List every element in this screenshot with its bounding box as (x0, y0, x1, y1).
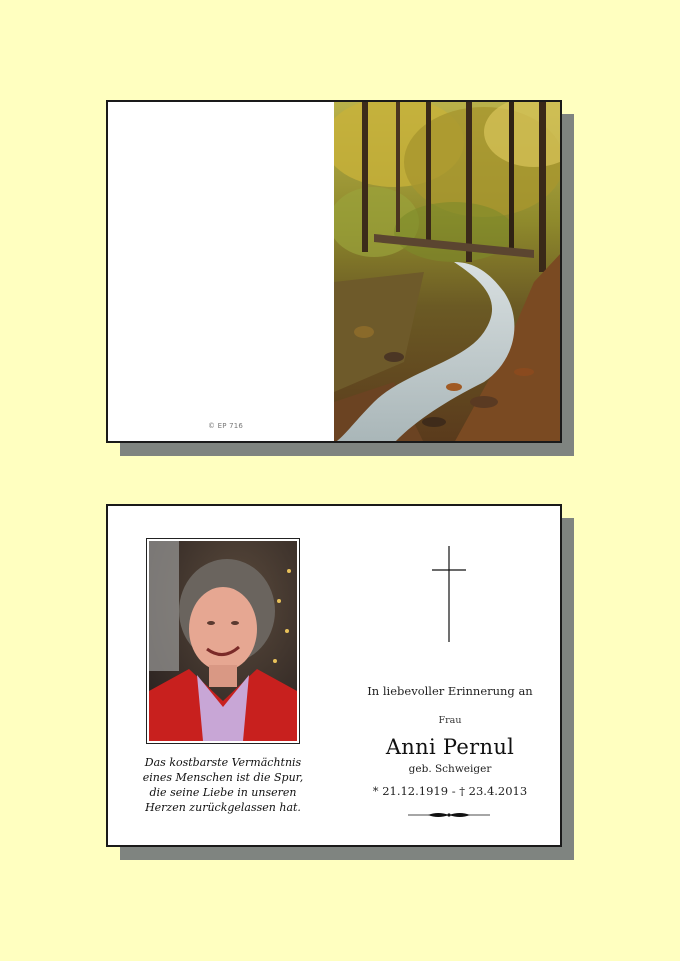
salutation: Frau (438, 715, 462, 726)
card-inner-wrapper (106, 504, 574, 860)
forest-stream-photo (334, 102, 562, 443)
ornament-divider-icon (408, 804, 490, 823)
deceased-name: Anni Pernul (385, 735, 515, 759)
card-front (106, 100, 562, 443)
remembrance-line: In liebevoller Erinnerung an (367, 684, 533, 698)
memorial-verse (128, 755, 318, 815)
life-dates: * 21.12.1919 - † 23.4.2013 (372, 784, 528, 798)
card-inner (106, 504, 562, 847)
verse-line: Herzen zurückgelassen hat. (145, 801, 301, 814)
verse-line: eines Menschen ist die Spur, (142, 771, 304, 784)
verse-line: die seine Liebe in unseren (149, 786, 297, 799)
copyright-note: © EP 716 (208, 422, 244, 430)
portrait-photo (146, 538, 300, 744)
card-front-wrapper (106, 100, 574, 456)
cross-icon (432, 546, 466, 648)
verse-line: Das kostbarste Vermächtnis (144, 756, 302, 769)
maiden-name: geb. Schweiger (408, 763, 492, 775)
